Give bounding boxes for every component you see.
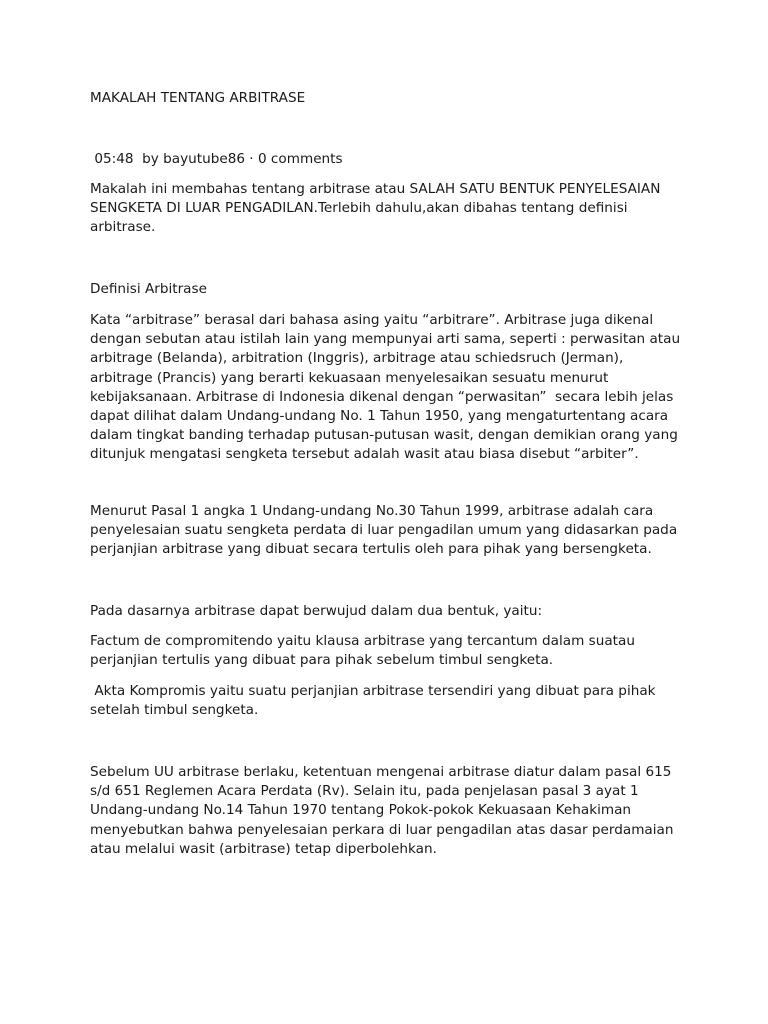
meta-line: 05:48 by bayutube86 · 0 comments bbox=[90, 151, 343, 167]
paragraph-pada-dasarnya bbox=[90, 602, 690, 621]
text-line: Factum de compromitendo yaitu klausa arbitrase yang tercantum dalam suatau bbox=[90, 633, 635, 649]
text-line: perjanjian arbitrase yang dibuat secara tertulis oleh para pihak yang bersengketa. bbox=[90, 541, 652, 558]
paragraph-menurut-pasal bbox=[90, 502, 690, 560]
text-line: arbitrage (Prancis) yang berarti kekuasaan menyelesaikan sesuatu menurut bbox=[90, 369, 609, 386]
paragraph-factum bbox=[90, 632, 690, 670]
text-line: Undang-undang No.14 Tahun 1970 tentang Pokok-pokok Kekuasaan Kehakiman bbox=[90, 802, 632, 819]
document-title bbox=[90, 89, 690, 108]
text-line: kebijaksanaan. Arbitrase di Indonesia dikenal dengan “perwasitan” secara lebih jelas bbox=[90, 388, 674, 405]
text-line: Makalah ini membahas tentang arbitrase atau SALAH SATU BENTUK PENYELESAIAN bbox=[90, 181, 661, 197]
text-line: menyebutkan bahwa penyelesaian perkara di luar pengadilan atas dasar perdamaian bbox=[90, 821, 674, 838]
text-line: setelah timbul sengketa. bbox=[90, 702, 259, 719]
paragraph-akta-kompromis bbox=[90, 682, 690, 720]
title-line: MAKALAH TENTANG ARBITRASE bbox=[90, 90, 306, 106]
text-line: arbitrage (Belanda), arbitration (Inggris), arbitrage atau schiedsruch (Jerman), bbox=[90, 350, 624, 367]
post-meta bbox=[90, 150, 690, 169]
text-line: Akta Kompromis yaitu suatu perjanjian arbitrase tersendiri yang dibuat para pihak bbox=[90, 683, 656, 699]
text-line: dalam tingkat banding terhadap putusan-putusan wasit, dengan demikian orang yang bbox=[90, 427, 678, 444]
text-line: ditunjuk mengatasi sengketa tersebut adalah wasit atau biasa disebut “arbiter”. bbox=[90, 446, 639, 463]
text-line: perjanjian tertulis yang dibuat para pihak sebelum timbul sengketa. bbox=[90, 652, 554, 669]
paragraph-sebelum-uu bbox=[90, 763, 690, 859]
text-line: Sebelum UU arbitrase berlaku, ketentuan mengenai arbitrase diatur dalam pasal 615 bbox=[90, 764, 672, 780]
text-line: Kata “arbitrase” berasal dari bahasa asing yaitu “arbitrare”. Arbitrase juga dikenal bbox=[90, 312, 654, 328]
text-line: penyelesaian suatu sengketa perdata di luar pengadilan umum yang didasarkan pada bbox=[90, 522, 678, 539]
text-line: dapat dilihat dalam Undang-undang No. 1 Tahun 1950, yang mengaturtentang acara bbox=[90, 408, 669, 425]
text-line: s/d 651 Reglemen Acara Perdata (Rv). Selain itu, pada penjelasan pasal 3 ayat 1 bbox=[90, 783, 639, 800]
text-line: arbitrase. bbox=[90, 219, 156, 236]
paragraph-kata-arbitrase bbox=[90, 311, 690, 465]
heading-line: Definisi Arbitrase bbox=[90, 281, 207, 297]
text-line: SENGKETA DI LUAR PENGADILAN.Terlebih dahulu,akan dibahas tentang definisi bbox=[90, 200, 628, 217]
section-heading-definisi bbox=[90, 280, 690, 299]
text-line: Menurut Pasal 1 angka 1 Undang-undang No.30 Tahun 1999, arbitrase adalah cara bbox=[90, 503, 654, 519]
text-line: Pada dasarnya arbitrase dapat berwujud dalam dua bentuk, yaitu: bbox=[90, 603, 543, 619]
text-line: atau melalui wasit (arbitrase) tetap diperbolehkan. bbox=[90, 840, 437, 857]
text-line: dengan sebutan atau istilah lain yang mempunyai arti sama, seperti : perwasitan atau bbox=[90, 331, 681, 348]
intro-paragraph bbox=[90, 180, 690, 238]
